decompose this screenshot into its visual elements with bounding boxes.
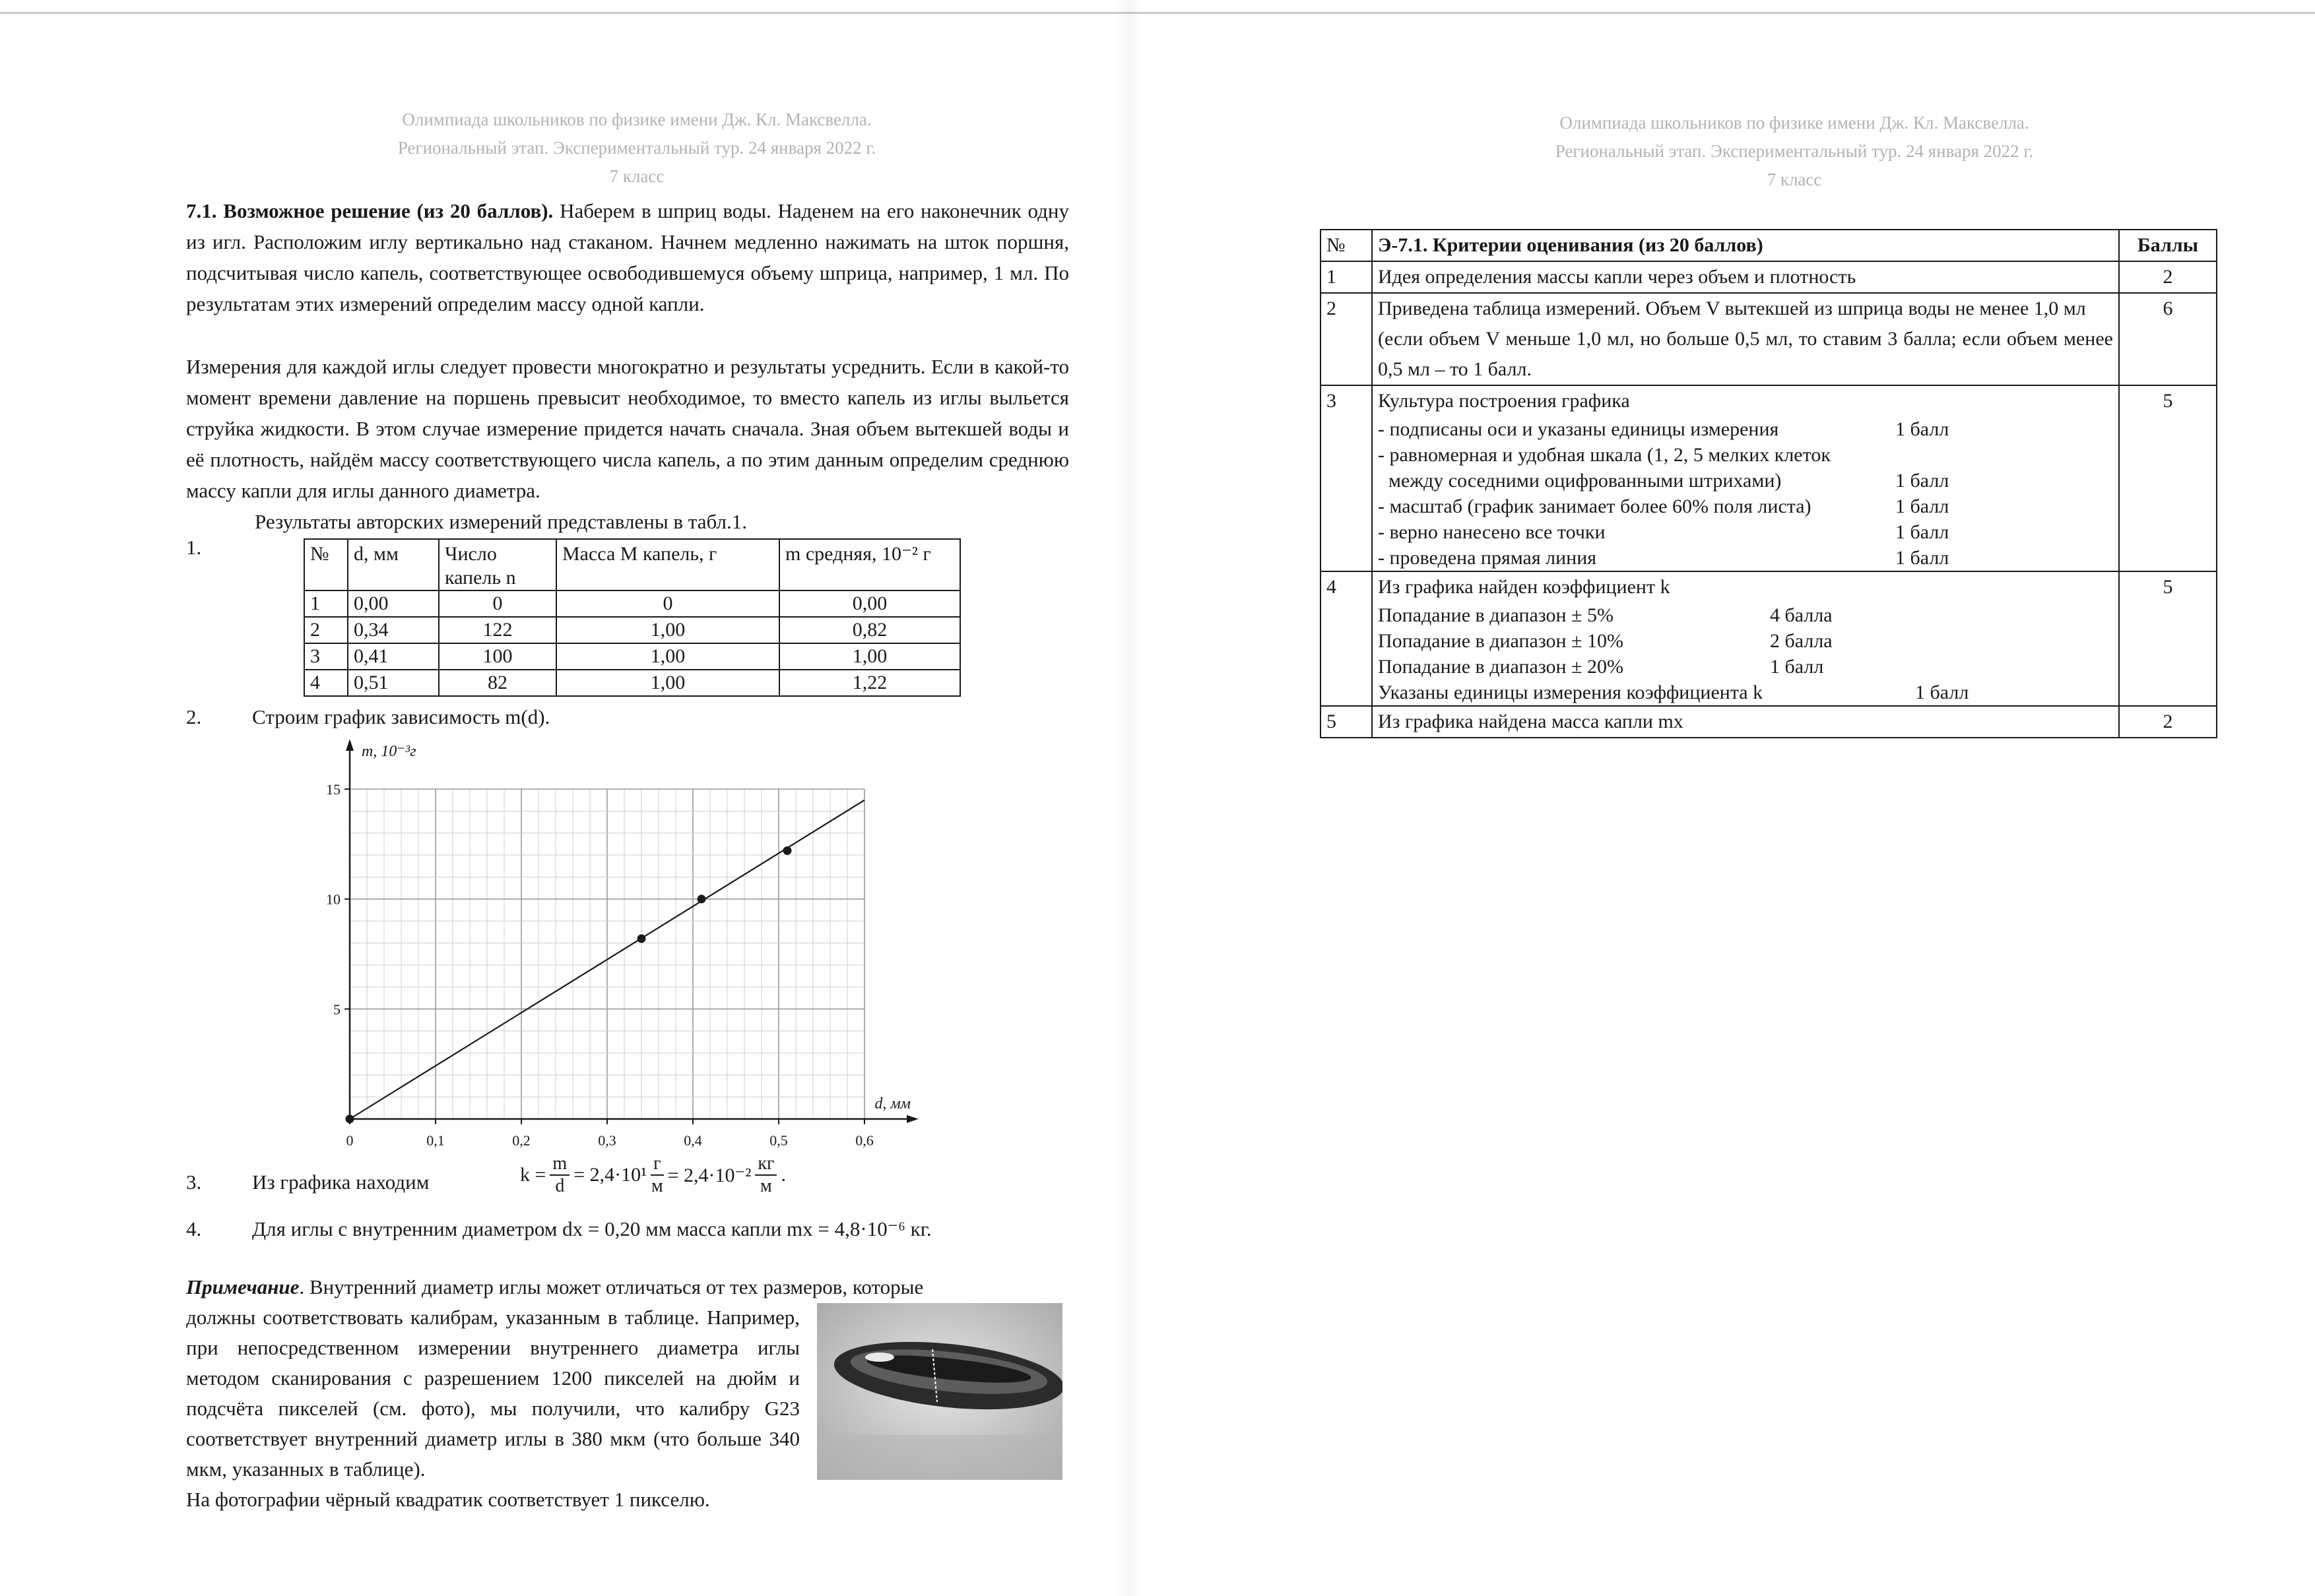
header-line: 7 класс — [1767, 170, 1822, 189]
x-tick-label: 0,2 — [512, 1132, 531, 1148]
criteria-title: Культура построения графика — [1378, 390, 1630, 412]
criteria-subitem — [1378, 654, 2113, 680]
y-tick-label: 5 — [333, 1001, 341, 1018]
k-formula — [520, 1153, 786, 1197]
table-cell: 1,22 — [779, 670, 960, 696]
subitem-points: 2 балла — [1770, 630, 1833, 652]
table-cell: 122 — [439, 617, 556, 643]
subitem-points: 1 балл — [1895, 521, 1949, 543]
note-label: Примечание — [186, 1275, 300, 1298]
fraction-den: м — [651, 1176, 663, 1196]
criteria-text — [1372, 293, 2119, 385]
table-cell: 1 — [304, 591, 348, 617]
header-line: Олимпиада школьников по физике имени Дж. Кл. Максвелла. — [1559, 113, 2029, 133]
criteria-header-row — [1321, 230, 2217, 261]
x-tick-label: 0,6 — [855, 1132, 874, 1148]
criteria-subitem — [1378, 416, 2113, 442]
problem-title: 7.1. Возможное решение (из 20 баллов). — [186, 199, 554, 222]
y-axis-label: m, 10⁻³г — [362, 743, 416, 760]
table-row — [304, 643, 960, 670]
fraction-den: d — [555, 1176, 565, 1196]
criteria-title: Из графика найден коэффициент k — [1378, 576, 1670, 598]
criteria-text — [1372, 385, 2119, 571]
formula-eq2: = 2,4·10⁻² — [667, 1164, 752, 1186]
subitem-points: 1 балл — [1895, 470, 1949, 492]
criteria-row — [1321, 293, 2217, 385]
table-row — [304, 670, 960, 696]
fraction-num: кг — [755, 1153, 777, 1176]
formula-k: k = — [520, 1164, 546, 1186]
col-header: Баллы — [2119, 230, 2217, 261]
criteria-subitem — [1378, 442, 2113, 468]
step-number: 3. — [186, 1170, 202, 1194]
table-cell: 0,00 — [779, 591, 960, 617]
fraction-num: m — [550, 1153, 570, 1176]
step-number: 2. — [186, 705, 202, 728]
table-row — [304, 617, 960, 643]
criteria-text — [1372, 571, 2119, 706]
criteria-line: (если объем V меньше 1,0 мл, но больше 0,5 мл, то ставим 3 балла; если объем менее 0,5 мл – то 1 балл. — [1378, 328, 2113, 380]
col-header: № — [1321, 230, 1372, 261]
x-tick-label: 0,5 — [769, 1132, 788, 1148]
criteria-number: 1 — [1321, 261, 1372, 293]
step-number: 4. — [186, 1217, 202, 1240]
subitem-text: Попадание в диапазон ± 20% — [1378, 656, 1623, 678]
fraction-g-m — [651, 1153, 663, 1197]
step-number: 1. — [186, 536, 202, 559]
header-line: Региональный этап. Экспериментальный тур. 24 января 2022 г. — [1555, 141, 2034, 161]
table-cell: 0,34 — [348, 617, 439, 643]
left-header — [304, 106, 970, 191]
needle-photo — [817, 1303, 1062, 1480]
step4-text: Для иглы с внутренним диаметром dx = 0,20 мм масса капли mx = 4,8·10⁻⁶ кг. — [252, 1217, 932, 1240]
note-first-line — [186, 1272, 1069, 1302]
right-header — [1461, 109, 2128, 194]
table-cell: 0,51 — [348, 670, 439, 696]
subitem-points — [1895, 442, 2113, 468]
criteria-line: Приведена таблица измерений. Объем V вытекшей из шприца воды не менее 1,0 мл — [1378, 298, 2086, 319]
x-tick-label: 0,3 — [598, 1132, 616, 1148]
x-axis-label: d, мм — [874, 1095, 911, 1112]
col-header: Число капель n — [439, 539, 556, 591]
criteria-number: 4 — [1321, 571, 1372, 706]
subitem-text: - подписаны оси и указаны единицы измерения — [1378, 418, 1779, 440]
criteria-row — [1321, 261, 2217, 293]
criteria-subitem — [1378, 602, 2113, 628]
data-point — [346, 1115, 354, 1124]
y-tick-label: 10 — [326, 891, 341, 908]
table-cell: 0,00 — [348, 591, 439, 617]
y-axis-arrow — [346, 739, 354, 751]
note-line1: . Внутренний диаметр иглы может отличаться от тех размеров, которые — [299, 1275, 924, 1298]
col-header: d, мм — [348, 539, 439, 591]
subitem-text: - верно нанесено все точки — [1378, 521, 1606, 543]
criteria-subitem — [1378, 494, 2113, 519]
col-header: m средняя, 10⁻² г — [779, 539, 960, 591]
criteria-row — [1321, 571, 2217, 706]
criteria-row — [1321, 706, 2217, 738]
table-cell: 1,00 — [556, 670, 779, 696]
criteria-number: 2 — [1321, 293, 1372, 385]
y-tick-label: 15 — [326, 781, 341, 798]
criteria-points: 2 — [2119, 706, 2217, 738]
criteria-subitem — [1378, 519, 2113, 545]
needle-image — [817, 1303, 1062, 1480]
table-cell: 1,00 — [779, 643, 960, 670]
step3-text: Из графика находим — [252, 1170, 430, 1194]
table-cell: 1,00 — [556, 617, 779, 643]
header-line: Региональный этап. Экспериментальный тур. 24 января 2022 г. — [397, 138, 876, 158]
table-cell: 0,41 — [348, 643, 439, 670]
criteria-points: 5 — [2119, 571, 2217, 706]
col-header: Масса M капель, г — [556, 539, 779, 591]
table-cell: 1,00 — [556, 643, 779, 670]
table-cell: 82 — [439, 670, 556, 696]
criteria-number: 5 — [1321, 706, 1372, 738]
subitem-points: 4 балла — [1770, 604, 1833, 626]
criteria-subitem — [1378, 468, 2113, 494]
formula-eq1: = 2,4·10¹ — [573, 1164, 647, 1186]
criteria-points: 6 — [2119, 293, 2217, 385]
criteria-points: 5 — [2119, 385, 2217, 571]
table-row — [304, 591, 960, 617]
criteria-text: Из графика найдена масса капли mx — [1372, 706, 2119, 738]
x-tick-label: 0 — [346, 1132, 354, 1148]
criteria-row — [1321, 385, 2217, 571]
criteria-number: 3 — [1321, 385, 1372, 571]
table-cell: 0,82 — [779, 617, 960, 643]
subitem-points: 1 балл — [1895, 495, 1949, 517]
data-point — [698, 895, 706, 903]
subitem-text: - равномерная и удобная шкала (1, 2, 5 мелких клеток — [1378, 444, 1831, 466]
intro-paragraph — [186, 195, 1069, 319]
header-line: Олимпиада школьников по физике имени Дж. Кл. Максвелла. — [402, 110, 872, 129]
subitem-points: 1 балл — [1895, 547, 1949, 569]
subitem-text: - масштаб (график занимает более 60% поля листа) — [1378, 495, 1811, 517]
measurement-table — [304, 538, 961, 697]
formula-end: . — [781, 1164, 786, 1186]
subitem-text: между соседними оцифрованными штрихами) — [1388, 470, 1782, 492]
intro-text: Наберем в шприц воды. Наденем на его наконечник одну из игл. Расположим иглу вертикально над стаканом. Начнем медленно нажимать на шток поршня, подсчитывая число капель, соответствующее освободившемуся объему шприца, например, 1 мл. По результатам этих измерений определим массу одной капли. — [186, 199, 1070, 315]
subitem-text: Указаны единицы измерения коэффициента k — [1378, 682, 1763, 703]
x-axis-arrow — [907, 1115, 919, 1123]
data-point — [637, 934, 646, 943]
criteria-subitem — [1378, 545, 2113, 571]
table-cell: 4 — [304, 670, 348, 696]
criteria-subitem — [1378, 628, 2113, 654]
criteria-subitem — [1378, 680, 2113, 705]
col-header: № — [304, 539, 348, 591]
m-vs-d-chart — [317, 739, 937, 1148]
table-cell: 0 — [439, 591, 556, 617]
fraction-den: м — [760, 1176, 772, 1196]
table-cell: 0 — [556, 591, 779, 617]
table-cell: 100 — [439, 643, 556, 670]
step2-text: Строим график зависимость m(d). — [252, 705, 550, 728]
method-paragraph: Измерения для каждой иглы следует провести многократно и результаты усреднить. Если в какой-то момент времени давление на поршень превысит необходимое, то вместо капель из иглы выльется струйка жидкости. В этом случае измерение придется начать сначала. Зная объем вытекшей воды и её плотность, найдём массу соответствующего числа капель, а по этим данным определим среднюю массу капли для иглы данного диаметра. — [186, 355, 1069, 502]
note-last: На фотографии чёрный квадратик соответствует 1 пикселю. — [186, 1488, 710, 1511]
header-line: 7 класс — [609, 166, 665, 186]
criteria-points: 2 — [2119, 261, 2217, 293]
fraction-m-d — [550, 1153, 570, 1197]
note-text: должны соответствовать калибрам, указанным в таблице. Например, при непосредственном измерении внутреннего диаметра иглы методом сканирования с разрешением 1200 пикселей на дюйм и подсчёта пикселей (см. фото), мы получили, что калибру G23 соответствует внутренний диаметр иглы в 380 мкм (что больше 340 мкм, указанных в таблице). — [186, 1306, 800, 1481]
table-cell: 2 — [304, 617, 348, 643]
subitem-text: Попадание в диапазон ± 5% — [1378, 604, 1614, 626]
x-tick-label: 0,1 — [426, 1132, 445, 1148]
data-point — [783, 846, 792, 855]
fraction-kg-m — [755, 1153, 777, 1197]
subitem-text: - проведена прямая линия — [1378, 547, 1597, 569]
col-header: Э-7.1. Критерии оценивания (из 20 баллов) — [1372, 230, 2119, 261]
criteria-text: Идея определения массы капли через объем и плотность — [1372, 261, 2119, 293]
table-cell: 3 — [304, 643, 348, 670]
subitem-points: 1 балл — [1770, 656, 1824, 678]
subitem-points: 1 балл — [1915, 682, 1969, 703]
x-tick-label: 0,4 — [684, 1132, 702, 1148]
subitem-text: Попадание в диапазон ± 10% — [1378, 630, 1623, 652]
fraction-num: г — [651, 1153, 663, 1176]
results-intro: Результаты авторских измерений представлены в табл.1. — [255, 510, 747, 533]
criteria-table — [1320, 229, 2217, 738]
table-header-row — [304, 539, 960, 591]
subitem-points: 1 балл — [1895, 418, 1949, 440]
